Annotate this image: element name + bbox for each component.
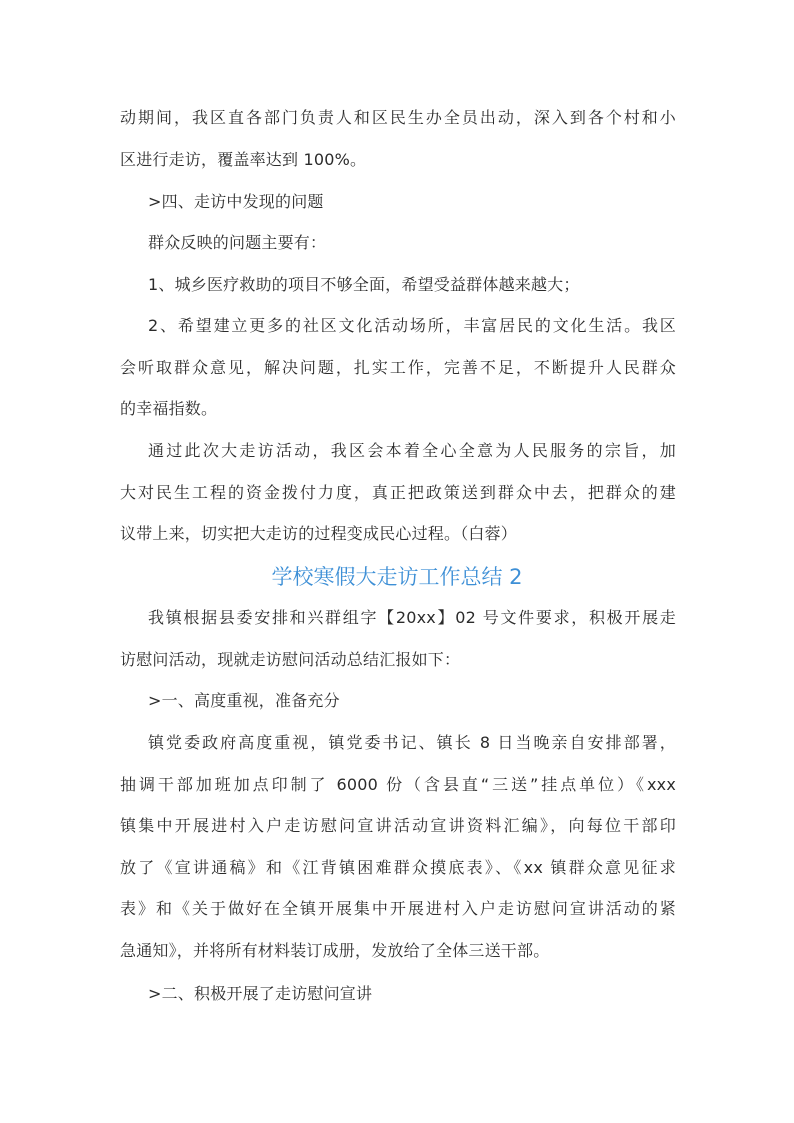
section4-heading: >四、走访中发现的问题 [148,192,324,211]
section1-line-5: 表》和《关于做好在全镇开展集中开展进村入户走访慰问宣讲活动的紧 [120,899,676,918]
section1-line-3: 镇集中开展进村入户走访慰问宣讲活动宣讲资料汇编》，向每位干部印 [120,816,676,835]
intro-line-1: 动期间，我区直各部门负责人和区民生办全员出动，深入到各个村和小 [120,108,676,127]
conclusion-line-1: 通过此次大走访活动，我区会本着全心全意为人民服务的宗旨，加 [148,441,676,460]
section1-line-4: 放了《宣讲通稿》和《江背镇困难群众摸底表》、《xx 镇群众意见征求 [120,858,676,877]
opening-line-1: 我镇根据县委安排和兴群组字【20xx】02 号文件要求，积极开展走 [148,608,676,627]
conclusion-line-2: 大对民生工程的资金拨付力度，真正把政策送到群众中去，把群众的建 [120,483,676,502]
problem-item-2-line-2: 会听取群众意见，解决问题，扎实工作，完善不足，不断提升人民群众 [120,358,676,377]
section1-line-2: 抽调干部加班加点印制了 6000 份（含县直“三送”挂点单位）《xxx [120,775,676,794]
section1-line-1: 镇党委政府高度重视，镇党委书记、镇长 8 日当晚亲自安排部署， [148,733,676,752]
problem-item-2-line-3: 的幸福指数。 [120,399,218,418]
problem-item-2-line-1: 2、希望建立更多的社区文化活动场所，丰富居民的文化生活。我区 [148,316,676,335]
opening-line-2: 访慰问活动，现就走访慰问活动总结汇报如下： [120,650,461,669]
problems-intro: 群众反映的问题主要有： [148,233,327,252]
section-title: 学校寒假大走访工作总结 2 [271,565,523,589]
section1-heading: >一、高度重视，准备充分 [148,691,340,710]
problem-item-1: 1、城乡医疗救助的项目不够全面，希望受益群体越来越大； [148,275,580,294]
intro-line-2: 区进行走访，覆盖率达到 100%。 [120,150,367,169]
section2-heading: >二、积极开展了走访慰问宣讲 [148,984,373,1003]
section1-line-6: 急通知》，并将所有材料装订成册，发放给了全体三送干部。 [120,941,550,960]
conclusion-line-3: 议带上来，切实把大走访的过程变成民心过程。（白蓉） [120,524,518,543]
